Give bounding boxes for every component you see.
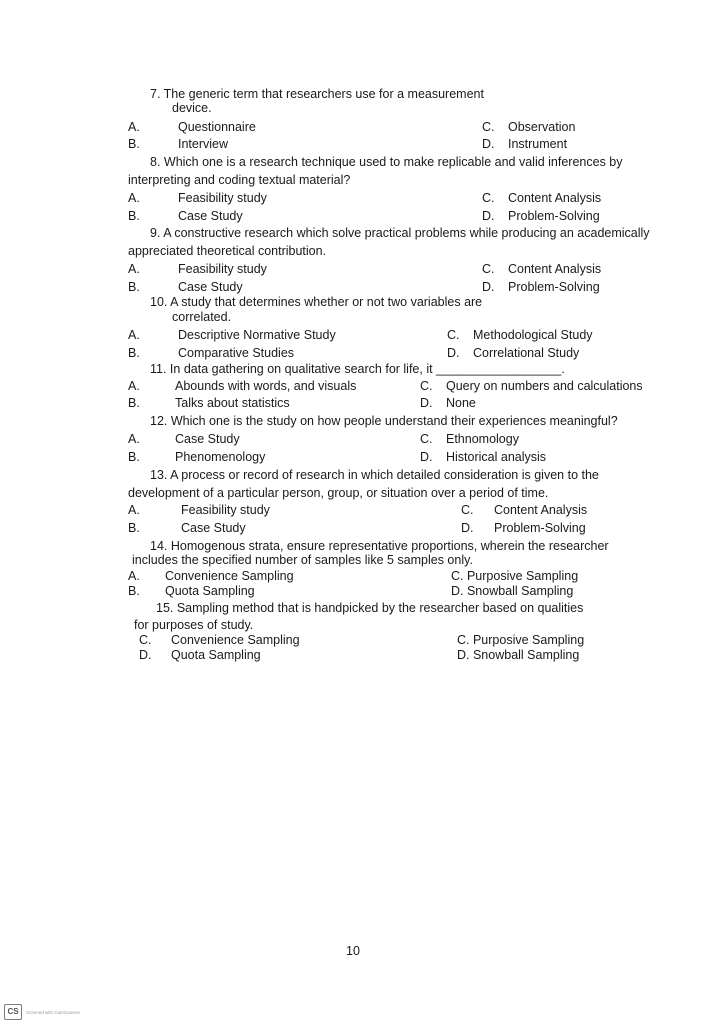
watermark-text: Scanned with CamScanner — [26, 1009, 81, 1015]
option-a: Descriptive Normative Study — [178, 328, 336, 342]
option-b: Talks about statistics — [175, 396, 290, 410]
option-letter: C. — [482, 120, 495, 134]
question-text: 8. Which one is a research technique used to make replicable and valid inferences by — [150, 155, 623, 169]
question-text: interpreting and coding textual material? — [128, 173, 351, 187]
camscanner-logo-icon: CS — [4, 1004, 22, 1020]
page-number: 10 — [346, 944, 360, 958]
option-c: Content Analysis — [508, 191, 602, 205]
option-letter: B. — [128, 346, 140, 360]
option-letter: B. — [128, 521, 140, 535]
question-text: development of a particular person, group, or situation over a period of time. — [128, 486, 549, 500]
question-text: device. — [172, 101, 212, 115]
option-c: Content Analysis — [508, 262, 602, 276]
question-text: for purposes of study. — [134, 618, 254, 632]
option-b: Case Study — [178, 209, 243, 223]
option-d: D. Snowball Sampling — [451, 584, 574, 598]
option-letter: C. — [420, 379, 433, 393]
option-letter: D. — [482, 137, 495, 151]
option-letter: A. — [128, 120, 140, 134]
option-letter: B. — [128, 137, 140, 151]
option-letter: A. — [128, 262, 140, 276]
option-a: Feasibility study — [178, 191, 267, 205]
option-letter: A. — [128, 379, 140, 393]
option-d: Historical analysis — [446, 450, 547, 464]
option-d: None — [446, 396, 476, 410]
option-letter: B. — [128, 396, 140, 410]
option-a: Case Study — [175, 432, 240, 446]
question-text: 14. Homogenous strata, ensure representative proportions, wherein the researcher — [150, 539, 609, 553]
question-text: 10. A study that determines whether or not two variables are — [150, 295, 483, 309]
option-a: Feasibility study — [178, 262, 267, 276]
option-c: Ethnomology — [446, 432, 519, 446]
option-d: D. Snowball Sampling — [457, 648, 580, 662]
option-letter: A. — [128, 569, 140, 583]
option-b: Interview — [178, 137, 229, 151]
option-b: Case Study — [181, 521, 246, 535]
option-letter: A. — [128, 432, 140, 446]
option-b: Comparative Studies — [178, 346, 295, 360]
option-c: C. Purposive Sampling — [451, 569, 579, 583]
option-letter: B. — [128, 450, 140, 464]
option-d: Correlational Study — [473, 346, 580, 360]
option-c: Observation — [508, 120, 576, 134]
option-letter: C. — [447, 328, 460, 342]
option-letter: C. — [139, 633, 152, 647]
option-c: Query on numbers and calculations — [446, 379, 643, 393]
option-a: Convenience Sampling — [171, 633, 300, 647]
option-c: Methodological Study — [473, 328, 593, 342]
option-b: Case Study — [178, 280, 243, 294]
option-letter: D. — [139, 648, 152, 662]
option-letter: B. — [128, 280, 140, 294]
question-text: 12. Which one is the study on how people understand their experiences meaningful? — [150, 414, 618, 428]
option-d: Problem-Solving — [508, 209, 600, 223]
option-a: Convenience Sampling — [165, 569, 294, 583]
option-letter: D. — [420, 396, 433, 410]
option-d: Problem-Solving — [494, 521, 586, 535]
question-text: 15. Sampling method that is handpicked by the researcher based on qualities — [156, 601, 584, 615]
option-c: Content Analysis — [494, 503, 588, 517]
option-letter: C. — [482, 262, 495, 276]
question-text: includes the specified number of samples like 5 samples only. — [132, 553, 473, 567]
question-text: 7. The generic term that researchers use for a measurement — [150, 87, 484, 101]
option-letter: A. — [128, 191, 140, 205]
option-b: Quota Sampling — [171, 648, 261, 662]
question-text: appreciated theoretical contribution. — [128, 244, 327, 258]
option-letter: D. — [482, 209, 495, 223]
option-b: Quota Sampling — [165, 584, 255, 598]
option-a: Feasibility study — [181, 503, 270, 517]
question-text: correlated. — [172, 310, 232, 324]
option-d: Instrument — [508, 137, 568, 151]
question-text: 13. A process or record of research in which detailed consideration is given to the — [150, 468, 599, 482]
option-letter: D. — [447, 346, 460, 360]
question-text: 9. A constructive research which solve practical problems while producing an academically — [150, 226, 650, 240]
option-letter: A. — [128, 328, 140, 342]
option-d: Problem-Solving — [508, 280, 600, 294]
option-letter: D. — [420, 450, 433, 464]
question-text: 11. In data gathering on qualitative search for life, it __________________. — [150, 362, 565, 376]
option-letter: C. — [420, 432, 433, 446]
option-letter: B. — [128, 584, 140, 598]
option-letter: D. — [482, 280, 495, 294]
option-c: C. Purposive Sampling — [457, 633, 585, 647]
option-a: Abounds with words, and visuals — [175, 379, 357, 393]
option-letter: B. — [128, 209, 140, 223]
option-a: Questionnaire — [178, 120, 256, 134]
scanner-watermark — [4, 1004, 81, 1020]
option-letter: C. — [461, 503, 474, 517]
option-letter: A. — [128, 503, 140, 517]
option-letter: D. — [461, 521, 474, 535]
option-letter: C. — [482, 191, 495, 205]
option-b: Phenomenology — [175, 450, 266, 464]
